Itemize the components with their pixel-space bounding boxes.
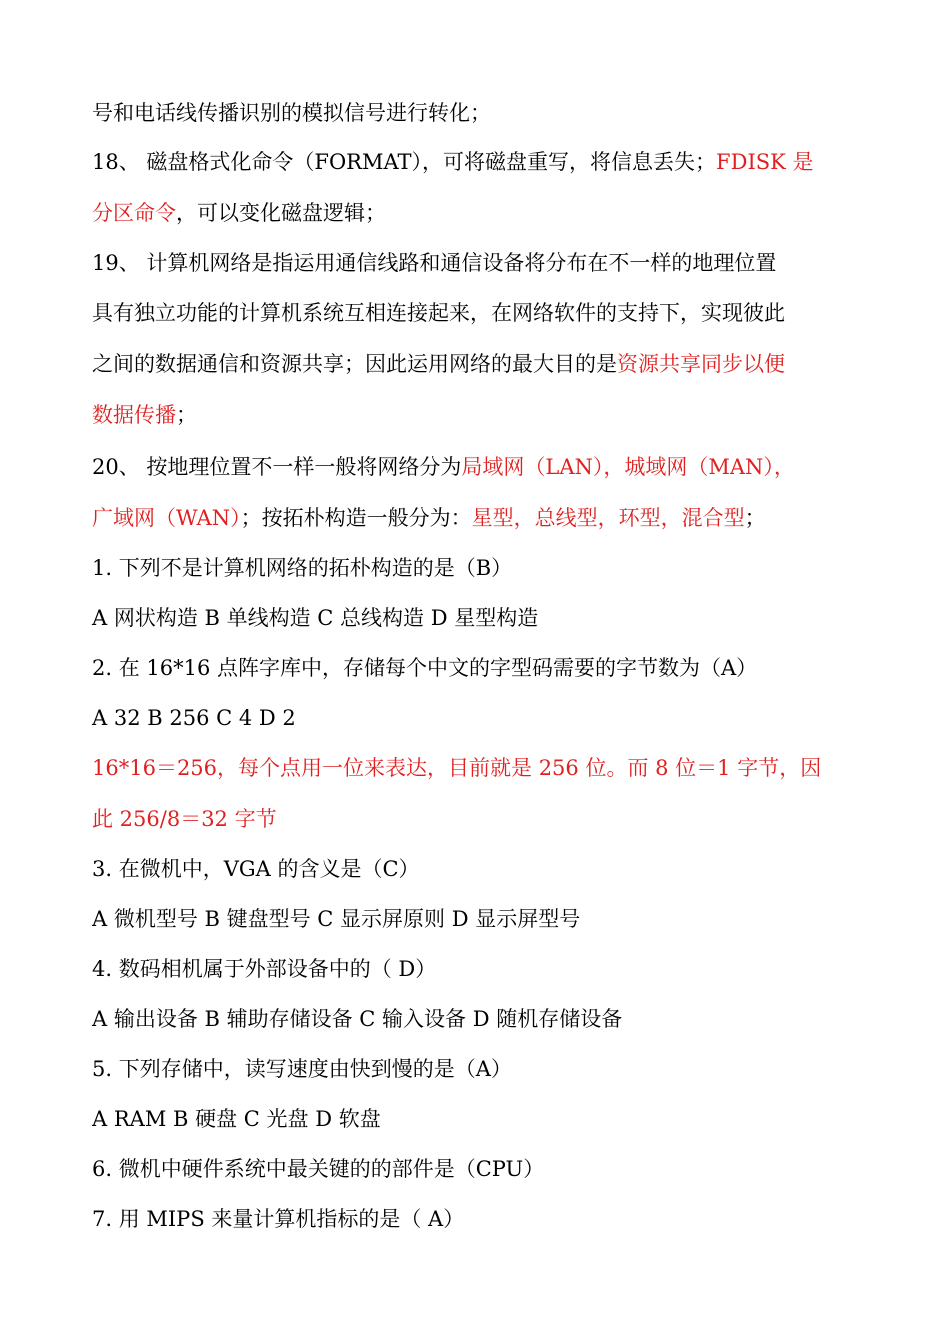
text-segment: 4. 数码相机属于外部设备中的（ D） bbox=[92, 957, 437, 981]
highlighted-text: 分区命令 bbox=[92, 201, 176, 225]
text-line bbox=[92, 98, 491, 128]
answer-options bbox=[92, 904, 580, 934]
text-line bbox=[92, 349, 785, 379]
text-segment: A 输出设备 B 辅助存储设备 C 输入设备 D 随机存储设备 bbox=[92, 1007, 623, 1031]
text-segment: A 微机型号 B 键盘型号 C 显示屏原则 D 显示屏型号 bbox=[92, 907, 581, 931]
text-segment: 具有独立功能的计算机系统互相连接起来，在网络软件的支持下，实现彼此 bbox=[92, 301, 785, 325]
text-segment: ； bbox=[744, 506, 766, 530]
highlighted-text: 此 256/8＝32 字节 bbox=[92, 807, 277, 831]
question-line bbox=[92, 653, 757, 683]
explanation-line bbox=[92, 804, 277, 834]
explanation-line bbox=[92, 753, 821, 783]
text-line bbox=[92, 452, 795, 482]
text-segment: A 32 B 256 C 4 D 2 bbox=[92, 706, 296, 730]
question-line bbox=[92, 1054, 512, 1084]
text-segment: ；按拓朴构造一般分为： bbox=[240, 506, 472, 530]
text-segment: 号和电话线传播识别的模拟信号进行转化； bbox=[92, 101, 491, 125]
question-line bbox=[92, 1154, 544, 1184]
text-line bbox=[92, 400, 197, 430]
answer-options bbox=[92, 1104, 381, 1134]
text-segment: 2. 在 16*16 点阵字库中，存储每个中文的字型码需要的字节数为（A） bbox=[92, 656, 758, 680]
text-line bbox=[92, 503, 766, 533]
text-segment: 18、 磁盘格式化命令（FORMAT），可将磁盘重写，将信息丢失； bbox=[92, 150, 717, 174]
text-segment: 7. 用 MIPS 来量计算机指标的是（ A） bbox=[92, 1207, 465, 1231]
text-segment: ，可以变化磁盘逻辑； bbox=[176, 201, 386, 225]
text-segment: 之间的数据通信和资源共享；因此运用网络的最大目的是 bbox=[92, 352, 617, 376]
text-segment: 19、 计算机网络是指运用通信线路和通信设备将分布在不一样的地理位置 bbox=[92, 251, 777, 275]
text-line bbox=[92, 298, 785, 328]
text-segment: 5. 下列存储中，读写速度由快到慢的是（A） bbox=[92, 1057, 512, 1081]
text-segment: 1. 下列不是计算机网络的拓朴构造的是（B） bbox=[92, 556, 513, 580]
highlighted-text: 局域网（LAN），城域网（MAN）， bbox=[461, 455, 795, 479]
text-line bbox=[92, 198, 386, 228]
text-line bbox=[92, 147, 813, 177]
highlighted-text: 星型，总线型，环型，混合型 bbox=[471, 506, 745, 530]
text-segment: A RAM B 硬盘 C 光盘 D 软盘 bbox=[92, 1107, 381, 1131]
text-segment: ； bbox=[176, 403, 197, 427]
highlighted-text: 16*16＝256，每个点用一位来表达，目前就是 256 位。而 8 位＝1 字节，因 bbox=[92, 756, 822, 780]
text-segment: A 网状构造 B 单线构造 C 总线构造 D 星型构造 bbox=[92, 606, 539, 630]
question-line bbox=[92, 854, 420, 884]
answer-options bbox=[92, 603, 538, 633]
highlighted-text: 广域网（WAN） bbox=[92, 506, 241, 530]
question-line bbox=[92, 553, 512, 583]
text-line bbox=[92, 248, 776, 278]
highlighted-text: 数据传播 bbox=[92, 403, 176, 427]
answer-options bbox=[92, 1004, 622, 1034]
answer-options bbox=[92, 703, 296, 733]
question-line bbox=[92, 954, 436, 984]
question-line bbox=[92, 1204, 464, 1234]
text-segment: 3. 在微机中，VGA 的含义是（C） bbox=[92, 857, 420, 881]
highlighted-text: 资源共享同步以便 bbox=[617, 352, 785, 376]
text-segment: 6. 微机中硬件系统中最关键的的部件是（CPU） bbox=[92, 1157, 545, 1181]
highlighted-text: FDISK 是 bbox=[716, 150, 814, 174]
text-segment: 20、 按地理位置不一样一般将网络分为 bbox=[92, 455, 462, 479]
